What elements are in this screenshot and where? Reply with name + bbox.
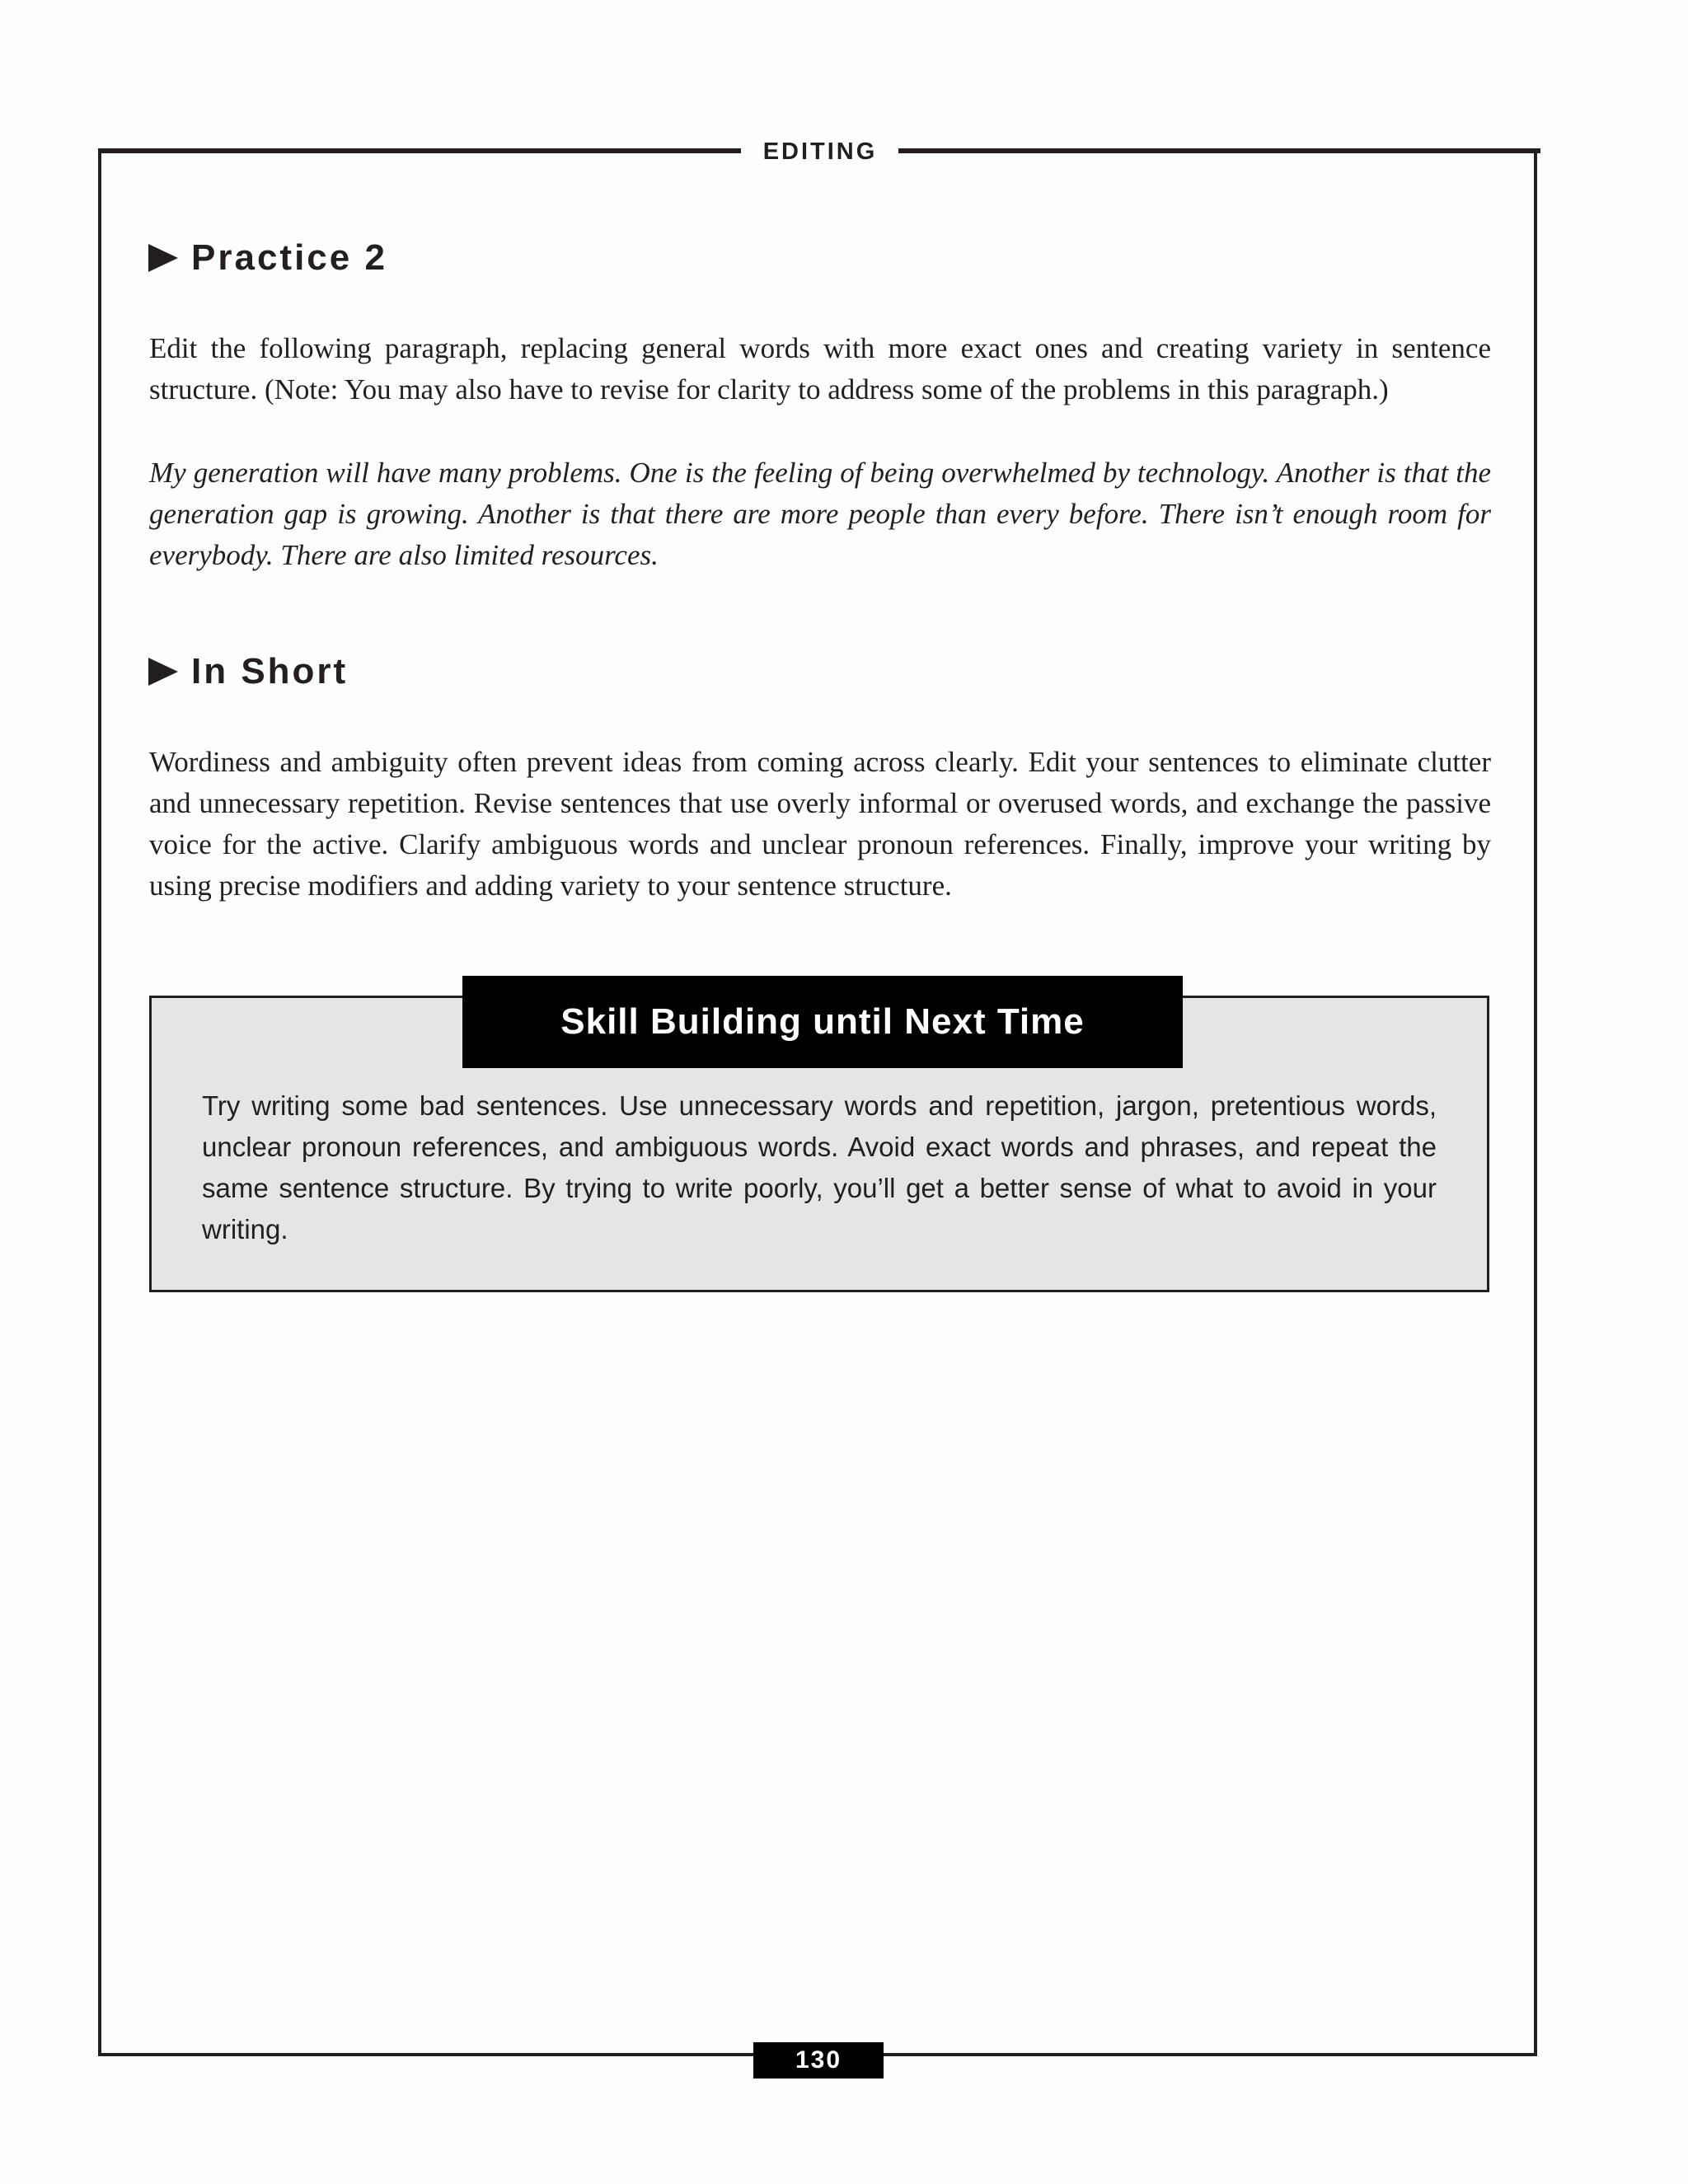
running-head: EDITING: [762, 138, 878, 165]
in-short-text: Wordiness and ambiguity often prevent ideas from coming across clearly. Edit your sentences to eliminate clutter and unnecessary repetition. Revise sentences that use overly informal or overused words, and exchange the passive voice for the active. Clarify ambiguous words and unclear pronoun references. Finally, improve your writing by using precise modifiers and adding variety to your sentence structure.: [149, 746, 1491, 902]
practice-instructions: Edit the following paragraph, replacing general words with more exact ones and creating variety in sentence structure. (Note: You may also have to revise for clarity to address some of the problems in this paragraph.): [149, 332, 1491, 405]
arrow-right-icon: [148, 244, 178, 272]
in-short-heading: [148, 651, 348, 692]
practice-heading-label: Practice 2: [191, 237, 387, 278]
header-rule-left: [98, 148, 741, 153]
in-short-heading-label: In Short: [191, 651, 349, 691]
practice-passage: My generation will have many problems. One is the feeling of being overwhelmed by technology. Another is that the generation gap is growing. Another is that there are more people than every before. There isn’t enough room for everybody. There are also limited resources.: [149, 457, 1491, 571]
header-rule-right: [898, 148, 1540, 153]
skill-building-title: Skill Building until Next Time: [462, 976, 1183, 1068]
arrow-right-icon: [148, 658, 178, 686]
practice-heading: [148, 237, 387, 279]
page-number: 130: [753, 2042, 884, 2079]
skill-building-text: Try writing some bad sentences. Use unnecessary words and repetition, jargon, pretentious words, unclear pronoun references, and ambiguous words. Avoid exact words and phrases, and repeat the same sentence structure. By trying to write poorly, you’ll get a better sense of what to avoid in your writing.: [202, 1090, 1437, 1244]
